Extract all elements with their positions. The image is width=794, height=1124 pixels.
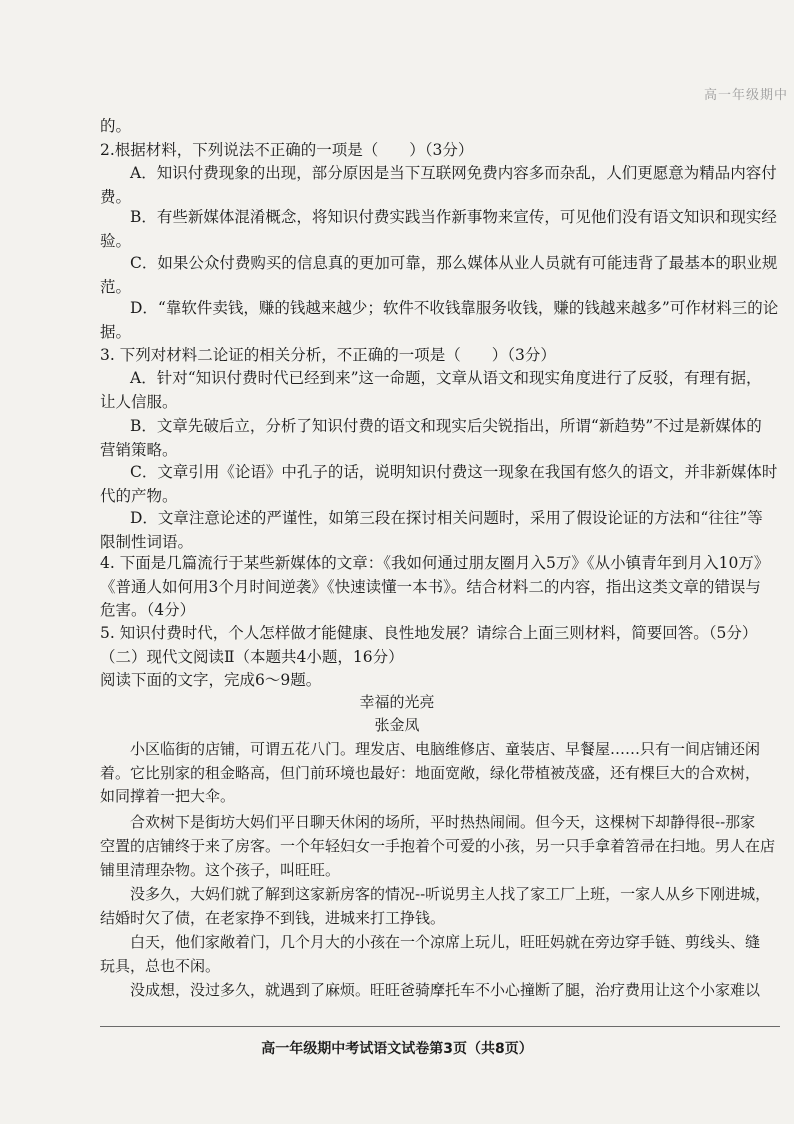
option-a: A．知识付费现象的出现，部分原因是当下互联网免费内容多而杂乱，人们更愿意为精品内容付 xyxy=(130,164,777,182)
paragraph-line: 空置的店铺终于来了房客。一个年轻妇女一手抱着个可爱的小孩，另一只手拿着笤帚在扫地。男人在店 xyxy=(100,837,776,855)
question-4: 4. 下面是几篇流行于某些新媒体的文章：《我如何通过朋友圈月入5万》《从小镇青年到月入10万》 xyxy=(100,554,770,572)
paragraph-line: 如同撑着一把大伞。 xyxy=(100,787,236,805)
footer-divider xyxy=(100,1026,780,1027)
paragraph-line: 玩具，总也不闲。 xyxy=(100,957,221,975)
option-c: C．如果公众付费购买的信息真的更加可靠，那么媒体从业人员就有可能违背了最基本的职业规 xyxy=(130,254,778,272)
text-line: 《普通人如何用3个月时间逆袭》《快速读懂一本书》。结合材料二的内容，指出这类文章的错误与 xyxy=(100,578,761,596)
text-line: 验。 xyxy=(100,232,132,250)
text-line: 范。 xyxy=(100,278,132,296)
page-footer: 高一年级期中考试语文试卷第3页（共8页） xyxy=(261,1041,533,1057)
paragraph-line: 小区临街的店铺，可谓五花八门。理发店、电脑维修店、童装店、早餐屋……只有一间店铺还闲 xyxy=(130,740,761,758)
story-title: 幸福的光亮 xyxy=(359,693,435,711)
text-line: 危害。（4分） xyxy=(100,601,196,619)
option-d: D．文章注意论述的严谨性，如第三段在探讨相关问题时，采用了假设论证的方法和“往往”等 xyxy=(130,509,763,527)
option-b: B．文章先破后立，分析了知识付费的语文和现实后尖锐指出，所谓“新趋势”不过是新媒体的 xyxy=(130,417,762,435)
paragraph-line: 合欢树下是街坊大妈们平日聊天休闲的场所，平时热热闹闹。但今天，这棵树下却静得很--那家 xyxy=(130,813,756,831)
question-2: 2.根据材料，下列说法不正确的一项是（ ）（3分） xyxy=(100,141,474,159)
paragraph-line: 没成想，没过多久，就遇到了麻烦。旺旺爸骑摩托车不小心撞断了腿，治疗费用让这个小家难以 xyxy=(130,981,761,999)
paragraph-line: 铺里清理杂物。这个孩子，叫旺旺。 xyxy=(100,861,341,879)
text-line: 费。 xyxy=(100,188,132,206)
paragraph-line: 结婚时欠了债，在老家挣不到钱，进城来打工挣钱。 xyxy=(100,909,446,927)
paragraph-line: 着。它比别家的租金略高，但门前环境也最好：地面宽敞，绿化带植被茂盛，还有棵巨大的合欢树， xyxy=(100,764,761,782)
paragraph-line: 没多久，大妈们就了解到这家新房客的情况--听说男主人找了家工厂上班，一家人从乡下刚进城， xyxy=(130,885,771,903)
story-author: 张金凤 xyxy=(374,716,420,734)
question-5: 5. 知识付费时代，个人怎样做才能健康、良性地发展？请综合上面三则材料，简要回答。（5分） xyxy=(100,624,758,642)
text-line: 让人信服。 xyxy=(100,393,178,411)
instruction: 阅读下面的文字，完成6～9题。 xyxy=(100,671,322,689)
paragraph-line: 白天，他们家敞着门，几个月大的小孩在一个凉席上玩儿，旺旺妈就在旁边穿手链、剪线头、缝 xyxy=(130,933,761,951)
text-line: 的。 xyxy=(100,117,132,135)
section-heading: （二）现代文阅读Ⅱ（本题共4小题，16分） xyxy=(100,648,404,666)
text-line: 代的产物。 xyxy=(100,487,178,505)
option-a: A．针对“知识付费时代已经到来”这一命题，文章从语文和现实角度进行了反驳，有理有据， xyxy=(130,369,762,387)
text-line: 限制性词语。 xyxy=(100,533,194,551)
text-line: 据。 xyxy=(100,323,132,341)
option-d: D．“靠软件卖钱，赚的钱越来越少；软件不收钱靠服务收钱，赚的钱越来越多”可作材料三的论 xyxy=(130,299,779,317)
option-b: B．有些新媒体混淆概念，将知识付费实践当作新事物来宣传，可见他们没有语文知识和现实经 xyxy=(130,208,777,226)
faded-header-text: 高一年级期中 xyxy=(703,88,788,103)
text-line: 营销策略。 xyxy=(100,441,178,459)
question-3: 3. 下列对材料二论证的相关分析，不正确的一项是（ ）（3分） xyxy=(100,346,556,364)
option-c: C．文章引用《论语》中孔子的话，说明知识付费这一现象在我国有悠久的语文，并非新媒体时 xyxy=(130,463,778,481)
